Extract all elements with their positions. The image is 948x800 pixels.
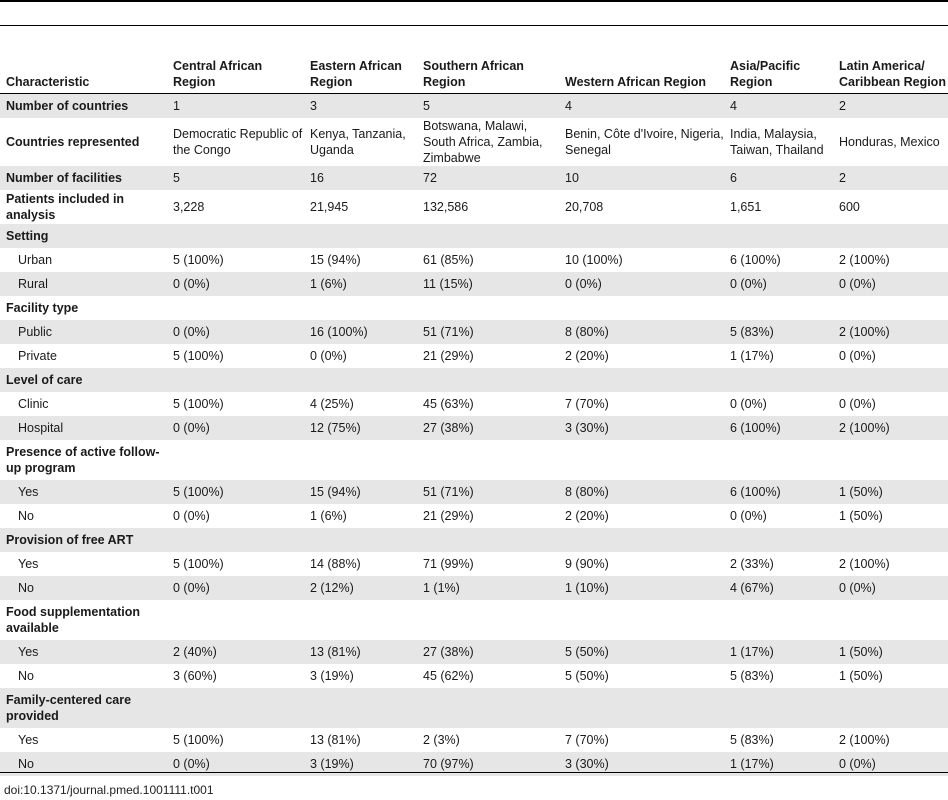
empty-cell [724, 600, 833, 640]
table-cell: 27 (38%) [417, 640, 559, 664]
row-label: No [0, 752, 167, 776]
empty-cell [417, 528, 559, 552]
table-cell: 3 (30%) [559, 416, 724, 440]
column-header: Asia/Pacific Region [724, 26, 833, 94]
table-cell: 15 (94%) [310, 253, 361, 267]
table-cell: 9 (90%) [565, 557, 609, 571]
table-cell: 15 (94%) [304, 480, 417, 504]
table-cell: 4 (25%) [310, 397, 354, 411]
table-row [0, 664, 948, 688]
header-row [0, 26, 948, 94]
table-row [0, 392, 948, 416]
empty-cell [417, 688, 559, 728]
table-cell: 2 (100%) [833, 320, 948, 344]
table-cell: 0 (0%) [310, 349, 347, 363]
empty-cell [167, 296, 304, 320]
table-cell: 5 (83%) [724, 320, 833, 344]
table-row [0, 320, 948, 344]
table-cell: 3 (19%) [310, 669, 354, 683]
table-cell: Benin, Côte d'Ivoire, Nigeria, Senegal [565, 127, 724, 157]
table-cell: 70 (97%) [417, 752, 559, 776]
empty-cell [167, 368, 304, 392]
doi-caption: doi:10.1371/journal.pmed.1001111.t001 [4, 783, 214, 797]
row-label: Number of facilities [0, 166, 167, 190]
section-label: Presence of active follow-up program [6, 445, 160, 475]
table-cell: 21 (29%) [423, 349, 474, 363]
table-cell: 1 (50%) [833, 640, 948, 664]
row-label: Private [18, 349, 57, 363]
table-cell: 5 [417, 94, 559, 119]
table-cell: 7 (70%) [565, 733, 609, 747]
table-cell: 8 (80%) [559, 320, 724, 344]
table-cell: 1 (50%) [839, 669, 883, 683]
table-cell: 5 (83%) [730, 669, 774, 683]
table-cell: 5 (100%) [173, 349, 224, 363]
table-cell: 5 (50%) [565, 669, 609, 683]
table-cell: 1 [167, 94, 304, 119]
table-cell: 600 [839, 200, 860, 214]
table-cell: 10 (100%) [565, 253, 623, 267]
table-cell: 0 (0%) [839, 349, 876, 363]
empty-cell [833, 440, 948, 480]
column-header: Eastern African Region [304, 26, 417, 94]
empty-cell [304, 528, 417, 552]
table-cell: 1 (17%) [724, 752, 833, 776]
table-cell: 0 (0%) [833, 752, 948, 776]
empty-cell [304, 224, 417, 248]
section-row [0, 600, 948, 640]
table-cell: 0 (0%) [833, 272, 948, 296]
table-cell: 51 (71%) [417, 480, 559, 504]
section-label: Facility type [6, 301, 79, 315]
top-rule [0, 0, 948, 2]
row-label: Hospital [0, 416, 167, 440]
table-cell: India, Malaysia, Taiwan, Thailand [730, 127, 824, 157]
section-row [0, 296, 948, 320]
column-header: Western African Region [559, 26, 724, 94]
section-label: Family-centered care provided [0, 688, 167, 728]
section-row [0, 440, 948, 480]
row-label: No [18, 509, 34, 523]
row-label: Yes [18, 733, 39, 747]
table-cell: 5 [167, 166, 304, 190]
table-cell: 16 [304, 166, 417, 190]
empty-cell [833, 224, 948, 248]
empty-cell [833, 600, 948, 640]
empty-cell [304, 600, 417, 640]
table-cell: 51 (71%) [417, 320, 559, 344]
table-cell: 45 (62%) [423, 669, 474, 683]
table-cell: 2 (100%) [839, 733, 890, 747]
row-label: Number of countries [0, 94, 167, 119]
table-cell: 71 (99%) [423, 557, 474, 571]
table-cell: 27 (38%) [417, 416, 559, 440]
table-row [0, 576, 948, 600]
table-row [0, 190, 948, 224]
bottom-rule [0, 772, 948, 773]
table-cell: 0 (0%) [559, 272, 724, 296]
row-label: Patients included in analysis [6, 192, 125, 222]
empty-cell [559, 600, 724, 640]
table-cell: 21 (29%) [423, 509, 474, 523]
empty-cell [559, 224, 724, 248]
row-label: Urban [18, 253, 53, 267]
empty-cell [167, 600, 304, 640]
table-cell: 0 (0%) [167, 320, 304, 344]
table-cell: 21,945 [310, 200, 349, 214]
empty-cell [724, 688, 833, 728]
table-cell: 72 [417, 166, 559, 190]
table-cell: 0 (0%) [839, 397, 876, 411]
empty-cell [417, 600, 559, 640]
table-cell: 0 (0%) [167, 576, 304, 600]
empty-cell [167, 224, 304, 248]
section-row [0, 688, 948, 728]
table-row [0, 728, 948, 752]
table-cell: 2 (3%) [423, 733, 460, 747]
table-cell: 2 (20%) [565, 349, 609, 363]
empty-cell [304, 296, 417, 320]
table-cell: 5 (100%) [173, 733, 224, 747]
table-cell: 6 [724, 166, 833, 190]
table-cell: 1 (6%) [304, 272, 417, 296]
table-cell: 61 (85%) [423, 253, 474, 267]
table-cell: 10 [559, 166, 724, 190]
table-cell: 1 (50%) [833, 480, 948, 504]
table-cell: Kenya, Tanzania, Uganda [310, 127, 406, 157]
table-cell: 45 (63%) [423, 397, 474, 411]
empty-cell [559, 368, 724, 392]
table-cell: 2 (33%) [730, 557, 774, 571]
empty-cell [304, 440, 417, 480]
table-cell: 5 (100%) [173, 397, 224, 411]
table-cell: 4 [559, 94, 724, 119]
table-body [0, 94, 948, 777]
section-label: Provision of free ART [0, 528, 167, 552]
table-cell: 13 (81%) [304, 640, 417, 664]
table-cell: 16 (100%) [304, 320, 417, 344]
table-cell: 0 (0%) [730, 509, 767, 523]
empty-cell [167, 528, 304, 552]
table-cell: 11 (15%) [417, 272, 559, 296]
empty-cell [833, 528, 948, 552]
table-cell: 2 (100%) [839, 557, 890, 571]
table-cell: 5 (100%) [167, 480, 304, 504]
table-cell: 5 (83%) [730, 733, 774, 747]
empty-cell [304, 688, 417, 728]
empty-cell [559, 528, 724, 552]
table-cell: 5 (50%) [559, 640, 724, 664]
column-header: Latin America/ Caribbean Region [833, 26, 948, 94]
table-cell: 2 (12%) [304, 576, 417, 600]
row-label: Yes [0, 640, 167, 664]
table-cell: 6 (100%) [724, 416, 833, 440]
table-cell: 1 (50%) [839, 509, 883, 523]
empty-cell [724, 440, 833, 480]
empty-cell [833, 368, 948, 392]
table-cell: 1 (6%) [310, 509, 347, 523]
row-label: Countries represented [6, 135, 140, 149]
table-cell: Democratic Republic of the Congo [173, 127, 303, 157]
row-label: Yes [18, 557, 39, 571]
table-cell: 2 (100%) [833, 416, 948, 440]
table-cell: 2 (100%) [839, 253, 890, 267]
table-cell: 0 (0%) [167, 272, 304, 296]
table-cell: 20,708 [565, 200, 604, 214]
table-cell: 0 (0%) [730, 397, 767, 411]
table-cell: 7 (70%) [565, 397, 609, 411]
row-label: No [0, 576, 167, 600]
table-cell: 0 (0%) [173, 509, 210, 523]
table-cell: 2 [833, 166, 948, 190]
table-cell: 1 (17%) [724, 640, 833, 664]
table-cell: 132,586 [423, 200, 469, 214]
empty-cell [724, 296, 833, 320]
table-cell: 8 (80%) [559, 480, 724, 504]
empty-cell [833, 688, 948, 728]
row-label: No [18, 669, 34, 683]
table-cell: 0 (0%) [167, 416, 304, 440]
row-label: Public [0, 320, 167, 344]
empty-cell [724, 224, 833, 248]
empty-cell [167, 440, 304, 480]
table-cell: 3 (30%) [559, 752, 724, 776]
table-cell: 4 [724, 94, 833, 119]
table-cell: 0 (0%) [833, 576, 948, 600]
section-label: Level of care [0, 368, 167, 392]
table-cell: 0 (0%) [167, 752, 304, 776]
table-cell: 4 (67%) [724, 576, 833, 600]
table-row [0, 272, 948, 296]
table-cell: 13 (81%) [310, 733, 361, 747]
section-label: Setting [0, 224, 167, 248]
empty-cell [559, 296, 724, 320]
table-row [0, 248, 948, 272]
empty-cell [417, 296, 559, 320]
table-cell: 2 (40%) [167, 640, 304, 664]
section-row [0, 528, 948, 552]
table-row [0, 416, 948, 440]
empty-cell [559, 440, 724, 480]
empty-cell [724, 528, 833, 552]
table-cell: 14 (88%) [310, 557, 361, 571]
table-row [0, 94, 948, 119]
empty-cell [417, 224, 559, 248]
row-label: Yes [0, 480, 167, 504]
table-cell: 2 (20%) [565, 509, 609, 523]
empty-cell [167, 688, 304, 728]
empty-cell [304, 368, 417, 392]
table-cell: 6 (100%) [724, 480, 833, 504]
empty-cell [417, 368, 559, 392]
empty-cell [417, 440, 559, 480]
table-cell: 12 (75%) [304, 416, 417, 440]
table-cell: 3 (60%) [173, 669, 217, 683]
empty-cell [559, 688, 724, 728]
table-row [0, 640, 948, 664]
section-row [0, 224, 948, 248]
empty-cell [833, 296, 948, 320]
section-label: Food supplementation available [6, 605, 141, 635]
table-row [0, 480, 948, 504]
table-cell: 5 (100%) [173, 253, 224, 267]
table-cell: 6 (100%) [730, 253, 781, 267]
row-label: Rural [0, 272, 167, 296]
table-row [0, 166, 948, 190]
table-cell: 1 (10%) [559, 576, 724, 600]
table-cell: 3 (19%) [304, 752, 417, 776]
table-row [0, 552, 948, 576]
table-row [0, 344, 948, 368]
empty-cell [724, 368, 833, 392]
column-header: Characteristic [0, 26, 167, 94]
table-cell: 3,228 [173, 200, 205, 214]
column-header: Central African Region [167, 26, 304, 94]
table-row [0, 118, 948, 166]
table-cell: 5 (100%) [173, 557, 224, 571]
column-header: Southern African Region [417, 26, 559, 94]
table-cell: 3 [304, 94, 417, 119]
table-cell: 1 (17%) [730, 349, 774, 363]
section-row [0, 368, 948, 392]
row-label: Clinic [18, 397, 49, 411]
table-row [0, 504, 948, 528]
table-cell: 0 (0%) [724, 272, 833, 296]
characteristics-table [0, 26, 948, 776]
table-cell: 2 [833, 94, 948, 119]
table-cell: 1,651 [730, 200, 762, 214]
table-cell: Botswana, Malawi, South Africa, Zambia, Zimbabwe [423, 119, 543, 165]
table-cell: 1 (1%) [417, 576, 559, 600]
table-cell: Honduras, Mexico [839, 135, 940, 149]
